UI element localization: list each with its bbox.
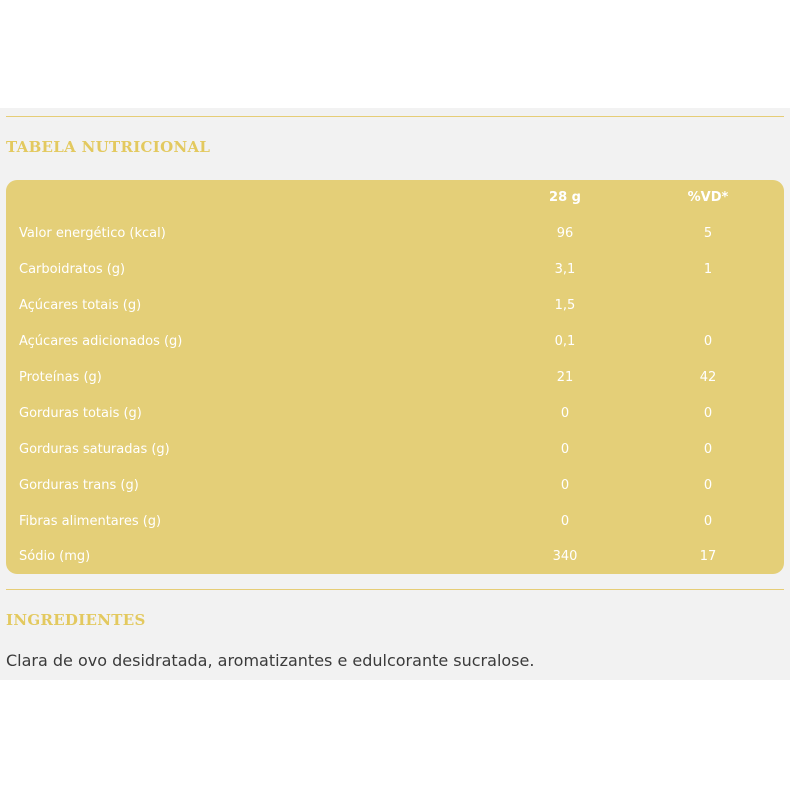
- nutrient-vd: 17: [699, 549, 717, 564]
- table-row: [6, 288, 784, 324]
- nutrient-name: Valor energético (kcal): [19, 226, 166, 241]
- nutrient-vd: 0: [703, 478, 713, 493]
- header-portion: 28 g: [549, 190, 581, 205]
- nutrient-name: Gorduras saturadas (g): [19, 442, 170, 457]
- nutrient-name: Proteínas (g): [19, 370, 102, 385]
- nutrient-qty: 0: [560, 406, 570, 421]
- nutrient-qty: 21: [556, 370, 574, 385]
- nutrient-qty: 0: [560, 478, 570, 493]
- table-row: [6, 360, 784, 396]
- nutrient-vd: 0: [703, 442, 713, 457]
- nutrient-name: Carboidratos (g): [19, 262, 126, 277]
- nutrient-name: Açúcares totais (g): [19, 298, 142, 313]
- nutrient-qty: 96: [556, 226, 574, 241]
- table-row: [6, 468, 784, 504]
- nutrient-vd: 0: [703, 406, 713, 421]
- nutrient-vd: 42: [699, 370, 717, 385]
- nutrient-qty: 340: [552, 549, 578, 564]
- nutrient-qty: 0,1: [554, 334, 576, 349]
- nutrient-name: Sódio (mg): [19, 549, 91, 564]
- nutrient-vd: 1: [703, 262, 713, 277]
- table-row: [6, 539, 784, 575]
- nutrient-vd: 0: [703, 514, 713, 529]
- divider-top: [6, 116, 784, 117]
- table-row: [6, 504, 784, 540]
- ingredients-title: INGREDIENTES: [6, 611, 146, 629]
- nutrient-qty: 3,1: [554, 262, 576, 277]
- nutrient-vd: 5: [703, 226, 713, 241]
- nutrient-name: Fibras alimentares (g): [19, 514, 162, 529]
- ingredients-text: Clara de ovo desidratada, aromatizantes e edulcorante sucralose.: [6, 651, 535, 670]
- nutrient-vd: 0: [703, 334, 713, 349]
- table-row: [6, 396, 784, 432]
- header-daily-value: %VD*: [687, 190, 729, 205]
- nutrient-name: Açúcares adicionados (g): [19, 334, 183, 349]
- table-row: [6, 252, 784, 288]
- product-info-panel: [0, 108, 790, 680]
- nutrient-qty: 0: [560, 442, 570, 457]
- nutrient-name: Gorduras trans (g): [19, 478, 139, 493]
- table-row: [6, 324, 784, 360]
- divider-middle: [6, 589, 784, 590]
- nutrient-qty: 1,5: [554, 298, 576, 313]
- table-row: [6, 216, 784, 252]
- nutrition-title: TABELA NUTRICIONAL: [6, 138, 211, 156]
- table-row: [6, 432, 784, 468]
- nutrient-qty: 0: [560, 514, 570, 529]
- nutrition-table: [6, 180, 784, 574]
- nutrient-name: Gorduras totais (g): [19, 406, 142, 421]
- table-header-row: [6, 180, 784, 216]
